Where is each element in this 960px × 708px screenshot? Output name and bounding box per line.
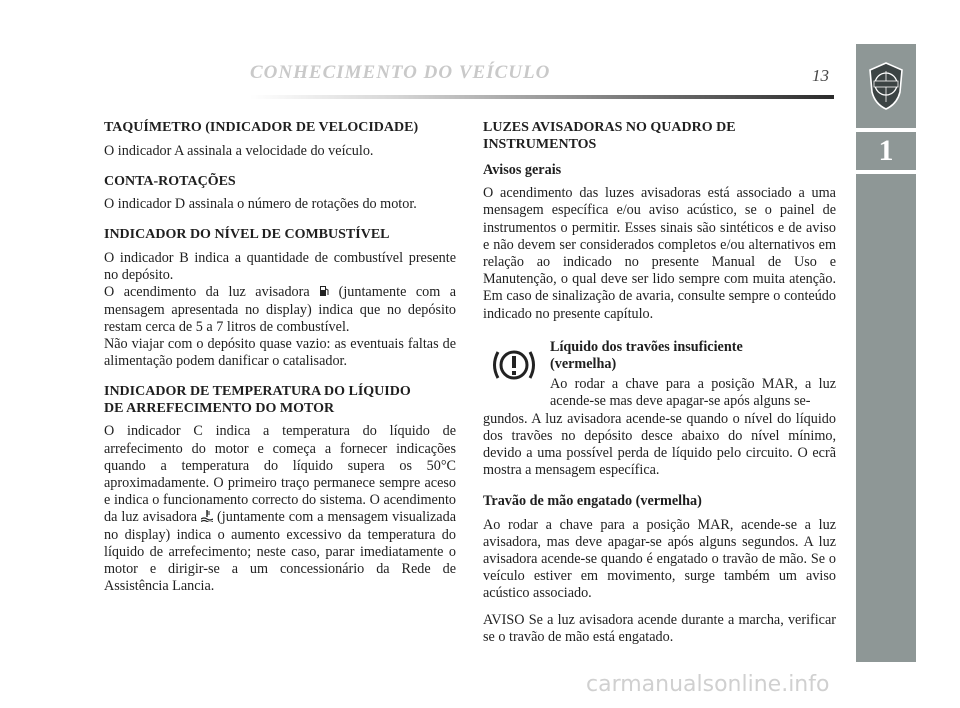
page-number: 13 bbox=[812, 66, 829, 85]
right-column bbox=[483, 120, 836, 646]
brake-warning-icon bbox=[489, 345, 539, 385]
lancia-logo-icon bbox=[867, 62, 905, 110]
fuel-pump-icon bbox=[319, 285, 329, 297]
tachometer-heading: CONTA-ROTAÇÕES bbox=[104, 173, 236, 189]
header-rule bbox=[250, 95, 834, 99]
speedometer-heading: TAQUÍMETRO (INDICADOR DE VELOCIDADE) bbox=[104, 120, 419, 135]
brake-fluid-heading-2: (vermelha) bbox=[550, 356, 617, 373]
coolant-temperature-icon bbox=[201, 510, 213, 522]
fuel-gauge-text-3: Não viajar com o depósito quase vazio: as eventuais faltas de alimentação podem danificar o catalisador. bbox=[104, 335, 456, 370]
warning-lights-heading-2: INSTRUMENTOS bbox=[483, 136, 597, 152]
brake-fluid-text-indented: Ao rodar a chave para a posição MAR, a luz acende-se mas deve apagar-se após alguns se- bbox=[550, 376, 836, 410]
coolant-text-before-icon: O indicador C indica a temperatura do líquido de arrefecimento do motor e começa a fornecer indicações quando a temperatura do líquido supera os 50°C aproximadamente. O primeiro traço permanece sempre aceso e indica o funcionamento correcto do sistema. O acendimento da luz avisadora bbox=[104, 423, 456, 526]
page-header-title: CONHECIMENTO DO VEÍCULO bbox=[250, 62, 551, 83]
fuel-gauge-text-2 bbox=[104, 284, 456, 336]
coolant-heading-1: INDICADOR DE TEMPERATURA DO LÍQUIDO bbox=[104, 384, 411, 400]
handbrake-warning-text: AVISO Se a luz avisadora acende durante a marcha, verificar se o travão de mão está engatado. bbox=[483, 611, 836, 645]
handbrake-heading: Travão de mão engatado (vermelha) bbox=[483, 493, 702, 510]
fuel-gauge-text-1: O indicador B indica a quantidade de combustível presente no depósito. bbox=[104, 249, 456, 284]
fuel-gauge-heading: INDICADOR DO NÍVEL DE COMBUSTÍVEL bbox=[104, 227, 390, 243]
coolant-text bbox=[104, 423, 456, 595]
fuel-text-before-icon: O acendimento da luz avisadora bbox=[104, 284, 320, 301]
side-tab-bar bbox=[856, 174, 916, 662]
general-warnings-subheading: Avisos gerais bbox=[483, 162, 562, 178]
chapter-number: 1 bbox=[856, 132, 916, 170]
brake-fluid-heading-1: Líquido dos travões insuficiente bbox=[550, 338, 743, 355]
watermark: carmanualsonline.info bbox=[586, 672, 830, 697]
brake-fluid-text: gundos. A luz avisadora acende-se quando o nível do líquido dos travões no depósito desce abaixo do nível mínimo, devido a uma possível perda de líquido pelo circuito. O ecrã mostra a mensagem específica. bbox=[483, 410, 836, 479]
brake-fluid-section bbox=[483, 339, 836, 480]
fuel-text-after-icon: (juntamente com a mensagem apresentada no display) indica que no depósito restam cerca de 5 a 7 litros de combustível. bbox=[104, 284, 457, 335]
warning-lights-heading-1: LUZES AVISADORAS NO QUADRO DE bbox=[483, 120, 736, 135]
warning-lights-text: O acendimento das luzes avisadoras está associado a uma mensagem específica e/ou aviso acústico, se o painel de instrumentos o permitir. Esses sinais são sintéticos e de aviso e não devem ser considerados completos e/ou alternativos em relação ao indicado no presente Manual de Uso e Manutenção, o qual deve ser lido sempre com muita atenção. Em caso de sinalização de avaria, consulte sempre o conteúdo indicado no presente capítulo. bbox=[483, 185, 836, 322]
tachometer-text: O indicador D assinala o número de rotações do motor. bbox=[104, 196, 417, 213]
coolant-heading-2: DE ARREFECIMENTO DO MOTOR bbox=[104, 400, 335, 416]
coolant-text-after-icon: (juntamente com a mensagem visualizada no display) indica o aumento excessivo da temperatura do líquido de arrefecimento; neste caso, parar imediatamente o motor e dirigir-se a um concessionário da Rede de Assistência Lancia. bbox=[104, 509, 456, 595]
handbrake-text: Ao rodar a chave para a posição MAR, acende-se a luz avisadora, mas deve apagar-se após alguns segundos. A luz avisadora acende-se quando é engatado o travão de mão. Se o veículo estiver em movimento, surge também um aviso acústico associado. bbox=[483, 516, 836, 602]
speedometer-text: O indicador A assinala a velocidade do veículo. bbox=[104, 142, 374, 159]
left-column bbox=[104, 120, 456, 595]
